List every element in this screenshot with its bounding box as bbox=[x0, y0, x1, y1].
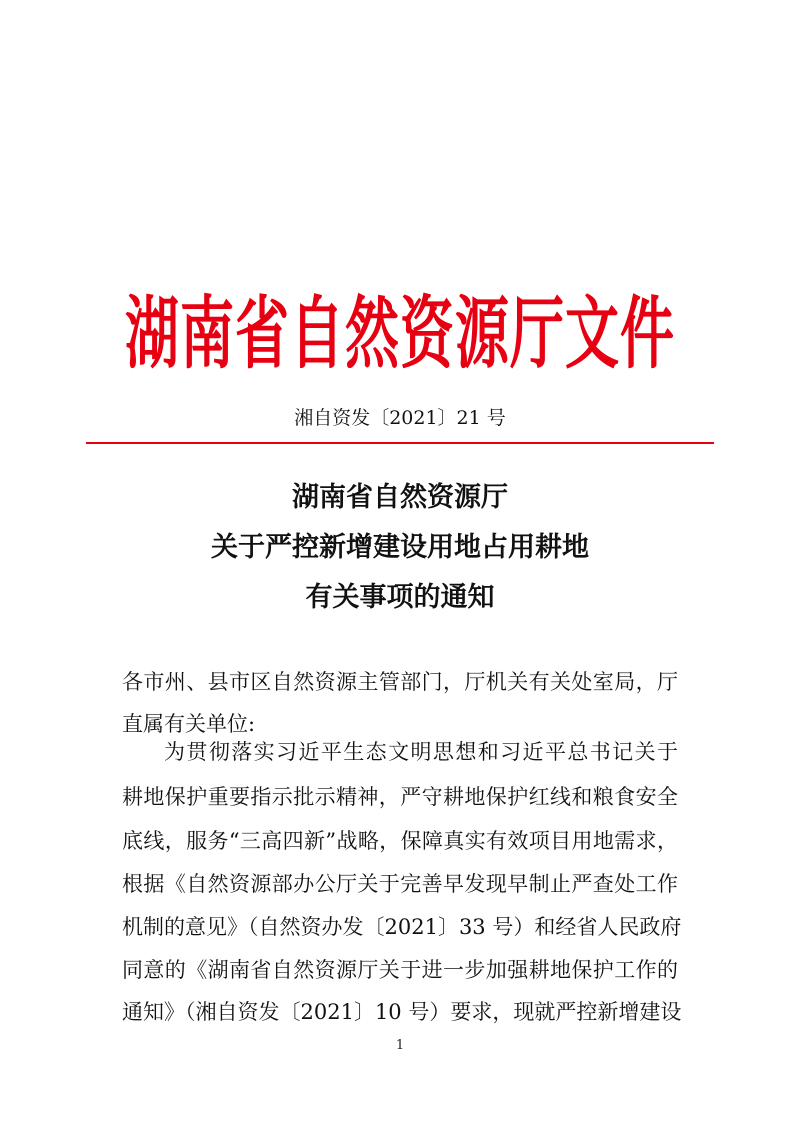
title-line-2: 关于严控新增建设用地占用耕地 bbox=[211, 532, 589, 563]
body-line-paragraph-start: 为贯彻落实习近平生态文明思想和习近平总书记关于 bbox=[164, 740, 678, 764]
title-line-3: 有关事项的通知 bbox=[305, 582, 495, 613]
body-line: 同意的《湖南省自然资源厅关于进一步加强耕地保护工作的 bbox=[122, 958, 678, 982]
red-header-title: 湖南省自然资源厅文件 bbox=[125, 288, 675, 380]
document-number: 湘自资发〔2021〕21 号 bbox=[294, 407, 506, 429]
body-line: 机制的意见》（自然资办发〔2021〕33 号）和经省人民政府 bbox=[122, 915, 682, 939]
title-line-1: 湖南省自然资源厅 bbox=[292, 482, 508, 513]
body-line: 耕地保护重要指示批示精神，严守耕地保护红线和粮食安全 bbox=[122, 785, 678, 809]
body-line-addressees: 各市州、县市区自然资源主管部门，厅机关有关处室局，厅 bbox=[122, 670, 678, 694]
body-line: 底线，服务“三高四新”战略，保障真实有效项目用地需求， bbox=[122, 829, 678, 853]
body-line: 根据《自然资源部办公厅关于完善早发现早制止严查处工作 bbox=[122, 872, 678, 896]
red-divider-line bbox=[86, 442, 714, 444]
page-number: 1 bbox=[395, 1038, 405, 1053]
body-line: 通知》（湘自资发〔2021〕10 号）要求，现就严控新增建设 bbox=[122, 1000, 682, 1024]
body-line-addressees-cont: 直属有关单位: bbox=[122, 712, 256, 736]
